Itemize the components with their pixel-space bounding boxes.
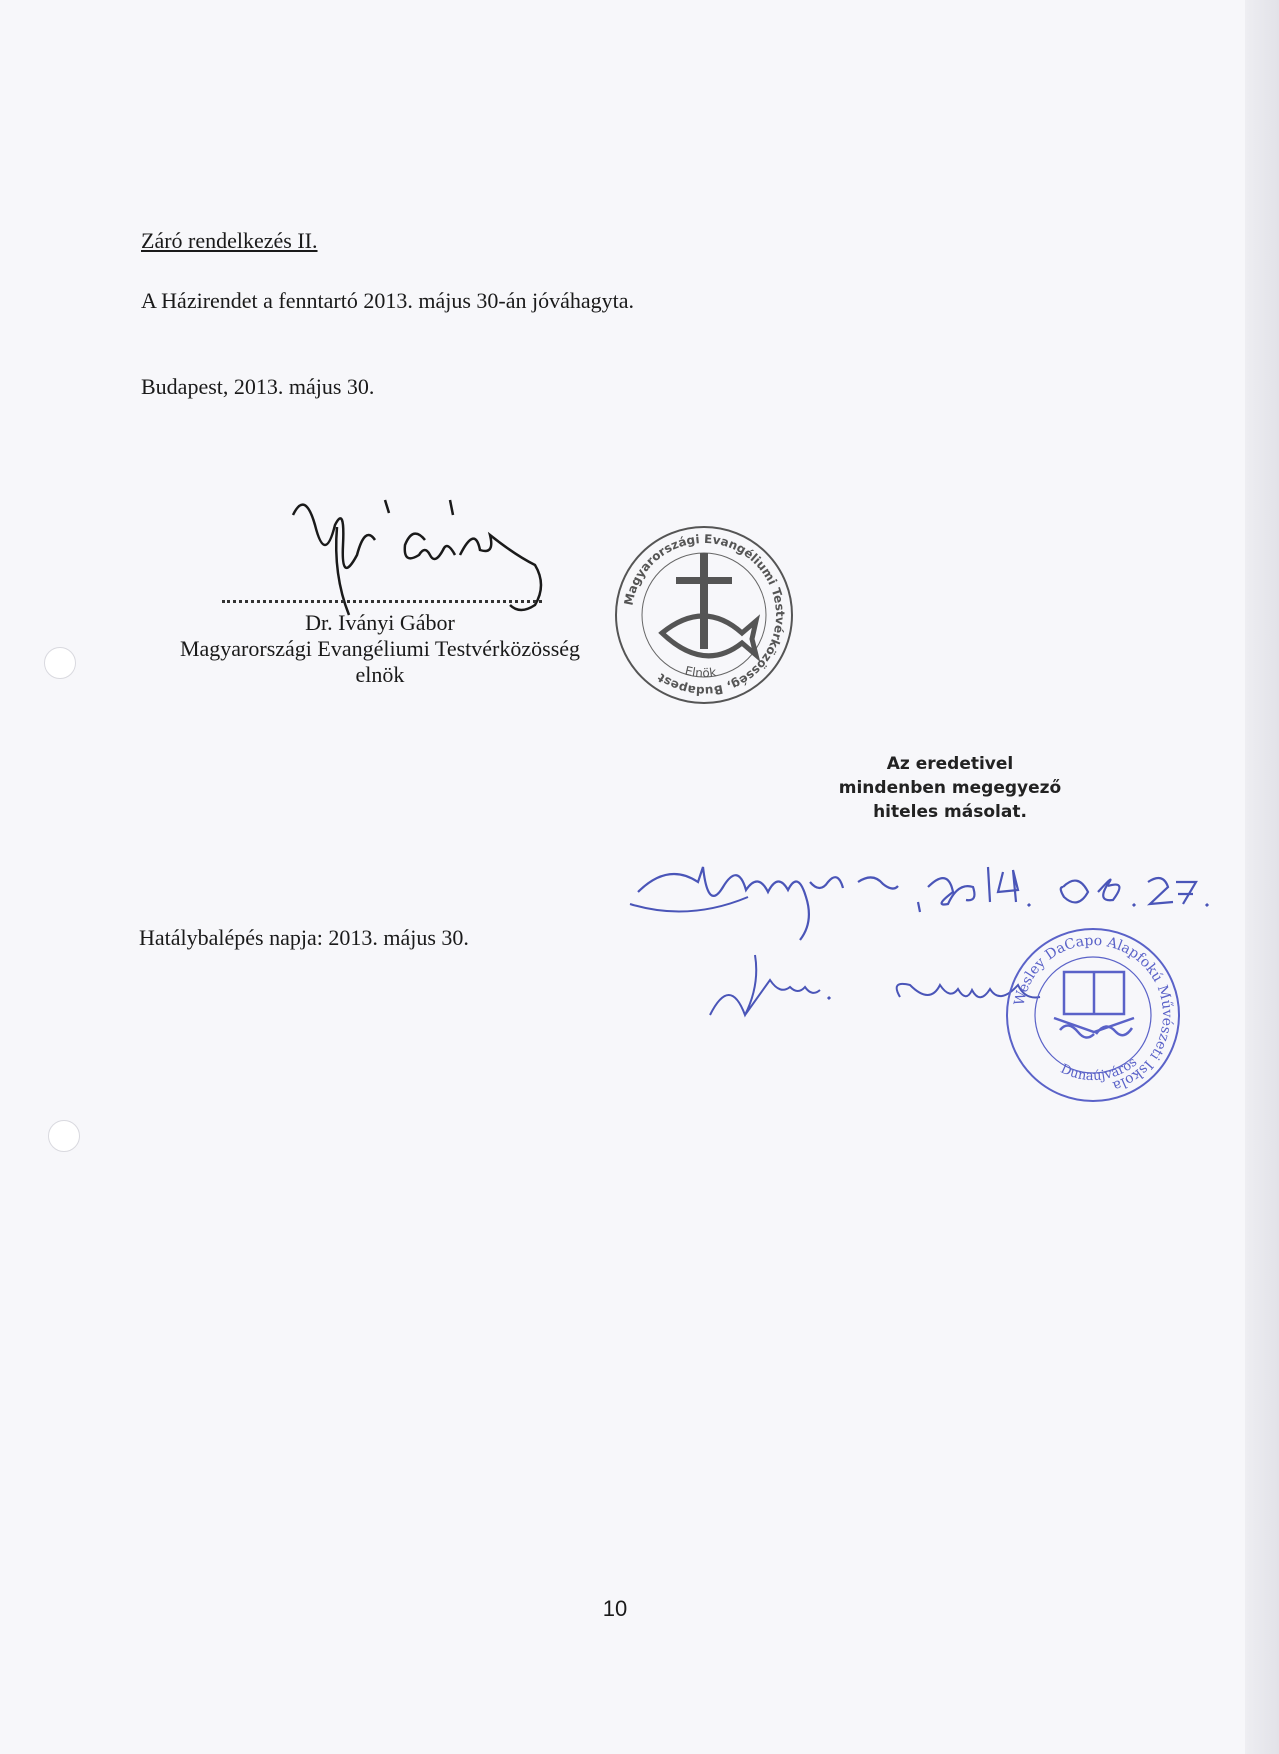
school-seal-ring-text: Wesley DaCapo Alapfokú Művészeti Iskola (1011, 932, 1176, 1094)
certification-stamp (800, 752, 1100, 824)
signatory-organization: Magyarországi Evangéliumi Testvérközösség (179, 636, 581, 661)
punch-hole-bottom (48, 1120, 80, 1152)
handwritten-place-date (628, 842, 1188, 932)
president-signature (285, 485, 585, 625)
school-emblem-icon (1054, 972, 1134, 1038)
signatory-name: Dr. Iványi Gábor (305, 610, 455, 635)
punch-hole-top (44, 647, 76, 679)
scan-edge (1245, 0, 1279, 1754)
certification-line-2: mindenben megegyező (838, 778, 1062, 798)
approval-sentence: A Házirendet a fenntartó 2013. május 30-án jóváhagyta. (141, 288, 635, 313)
school-seal (998, 920, 1188, 1110)
fish-icon (662, 616, 756, 656)
page-number: 10 (602, 1596, 628, 1621)
place-date: Budapest, 2013. május 30. (141, 374, 375, 399)
signature-block (130, 610, 630, 688)
certification-line-1: Az eredetivel (886, 754, 1014, 774)
school-seal-bottom-text: Dunaújváros (1058, 1054, 1141, 1085)
certification-line-3: hiteles másolat. (873, 802, 1027, 822)
church-seal-ring-text: Magyarországi Evangéliumi Testvérközösség, Budapest (621, 531, 788, 699)
signature-dotted-line (222, 600, 542, 603)
effective-date: Hatálybalépés napja: 2013. május 30. (139, 925, 469, 950)
cross-icon (700, 553, 708, 649)
church-seal (604, 515, 804, 715)
section-heading: Záró rendelkezés II. (141, 228, 318, 253)
church-seal-bottom-text: Elnök (683, 663, 718, 681)
signatory-role: elnök (355, 662, 405, 687)
